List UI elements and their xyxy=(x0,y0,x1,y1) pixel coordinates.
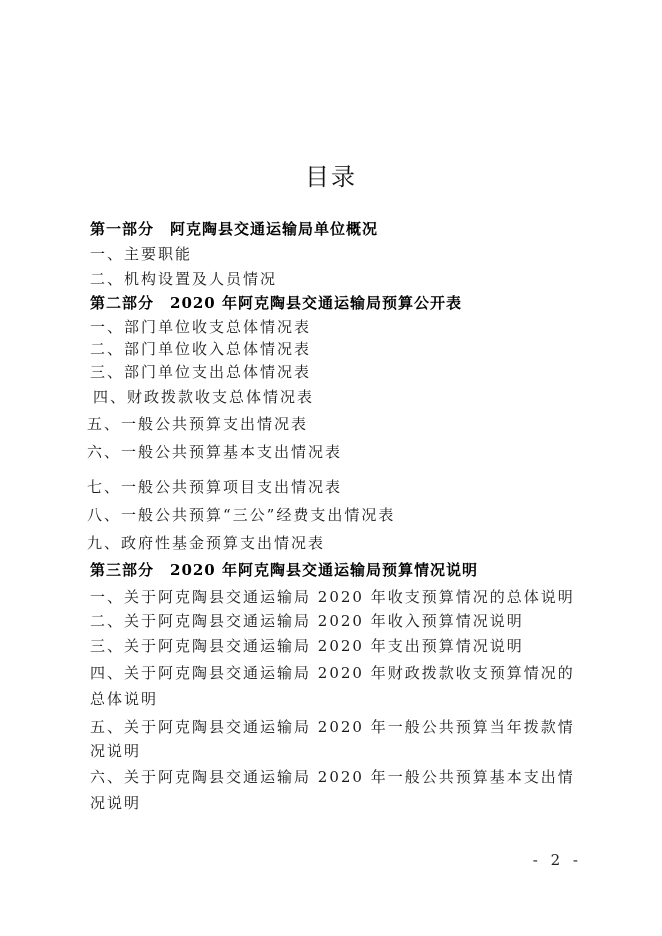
toc-item-continuation: 况说明 xyxy=(90,794,142,812)
toc-item: 八、一般公共预算“三公”经费支出情况表 xyxy=(87,506,396,524)
toc-item: 一、部门单位收支总体情况表 xyxy=(90,318,312,336)
toc-item: 三、部门单位支出总体情况表 xyxy=(90,363,312,381)
toc-item: 一、关于阿克陶县交通运输局 2020 年收支预算情况的总体说明 xyxy=(90,588,575,606)
toc-item: 二、关于阿克陶县交通运输局 2020 年收入预算情况说明 xyxy=(90,612,524,630)
toc-item: 一、主要职能 xyxy=(90,245,193,263)
part2-heading: 第二部分 2020 年阿克陶县交通运输局预算公开表 xyxy=(90,294,462,312)
toc-item: 二、机构设置及人员情况 xyxy=(90,270,278,288)
toc-item: 六、一般公共预算基本支出情况表 xyxy=(87,443,343,461)
toc-item: 七、一般公共预算项目支出情况表 xyxy=(87,478,343,496)
toc-item: 五、一般公共预算支出情况表 xyxy=(87,415,309,433)
part3-heading: 第三部分 2020 年阿克陶县交通运输局预算情况说明 xyxy=(90,561,478,579)
part1-heading: 第一部分 阿克陶县交通运输局单位概况 xyxy=(90,220,379,238)
toc-item: 九、政府性基金预算支出情况表 xyxy=(87,534,326,552)
page-title: 目录 xyxy=(305,163,357,191)
page-number: - 2 - xyxy=(532,851,582,869)
toc-item: 三、关于阿克陶县交通运输局 2020 年支出预算情况说明 xyxy=(90,637,524,655)
toc-item-continuation: 况说明 xyxy=(90,742,142,760)
toc-item-continuation: 总体说明 xyxy=(90,690,159,708)
toc-item: 五、关于阿克陶县交通运输局 2020 年一般公共预算当年拨款情 xyxy=(90,718,575,736)
toc-item: 四、关于阿克陶县交通运输局 2020 年财政拨款收支预算情况的 xyxy=(90,664,575,682)
toc-item: 四、财政拨款收支总体情况表 xyxy=(93,388,315,406)
toc-item: 二、部门单位收入总体情况表 xyxy=(90,340,312,358)
toc-item: 六、关于阿克陶县交通运输局 2020 年一般公共预算基本支出情 xyxy=(90,768,575,786)
